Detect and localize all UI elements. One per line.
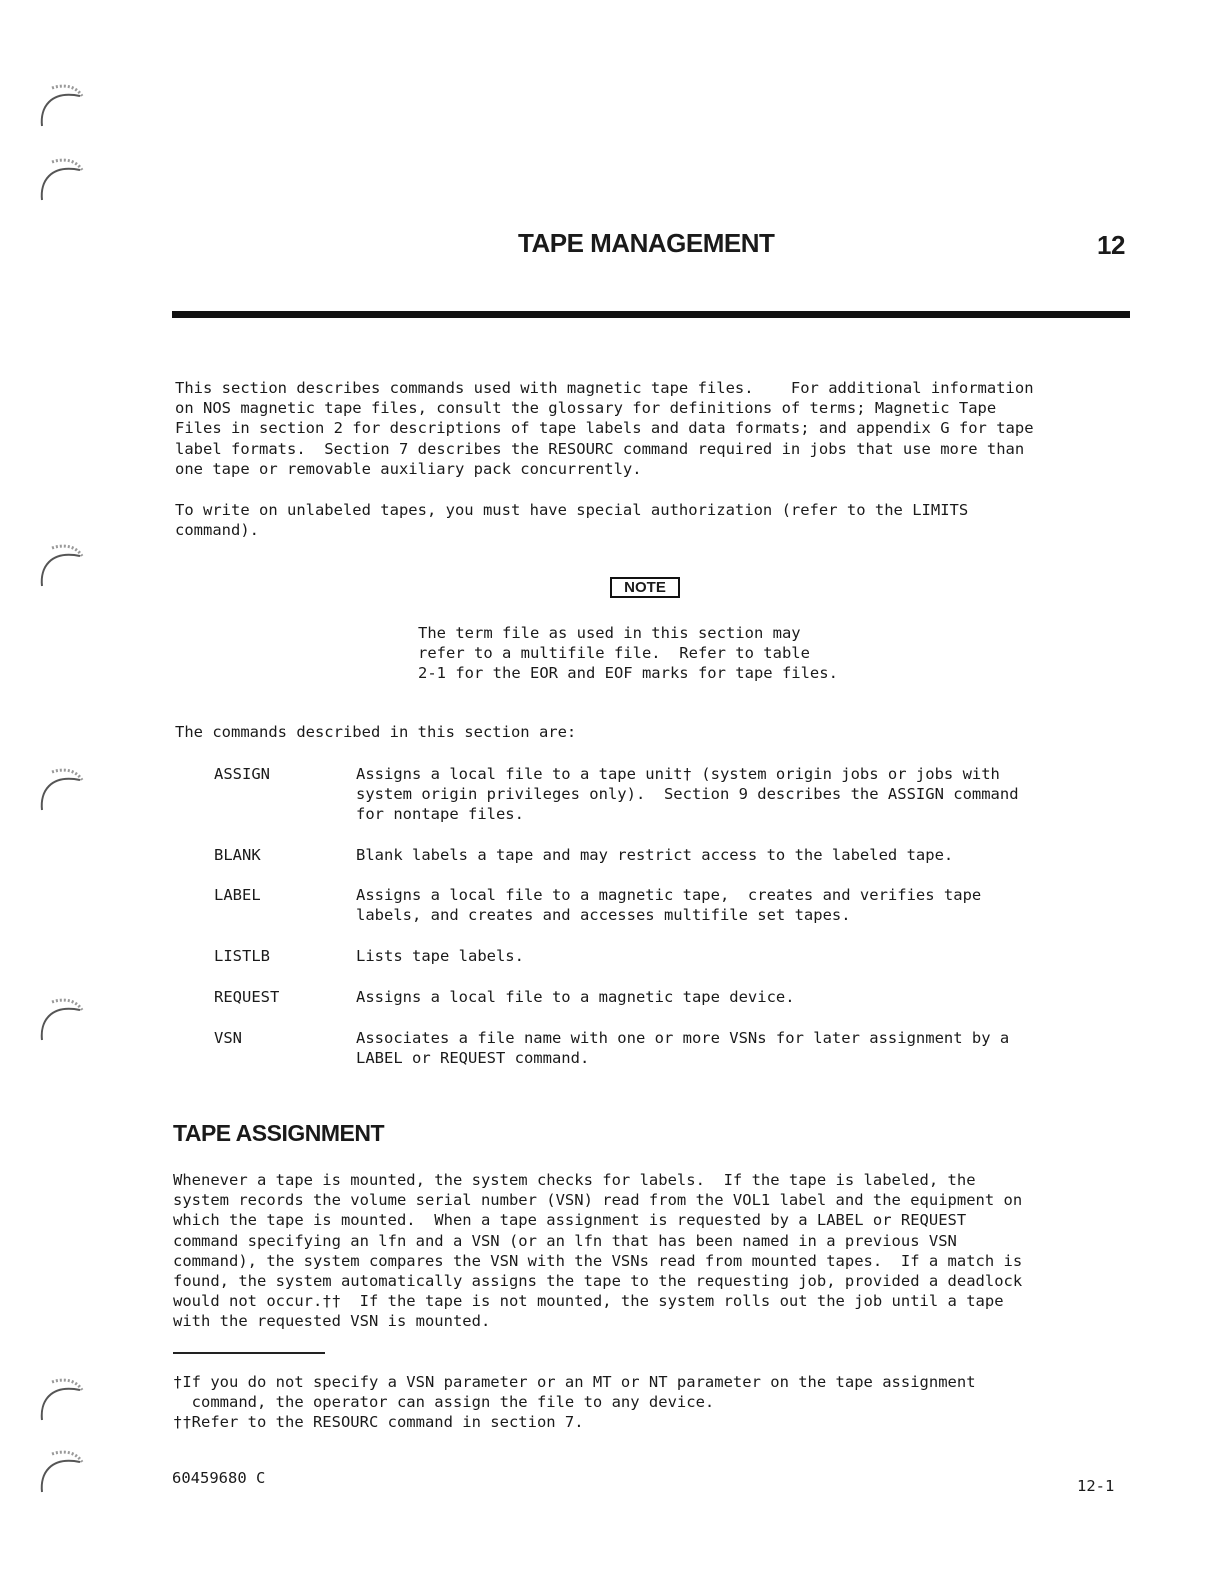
command-description bbox=[356, 946, 1116, 966]
chapter-number: 12 bbox=[1097, 230, 1125, 260]
binder-hole-mark bbox=[32, 78, 92, 128]
text-line: This section describes commands used with magnetic tape files. For additional information bbox=[175, 379, 1034, 397]
title-rule bbox=[172, 311, 1130, 318]
intro-paragraph bbox=[175, 378, 1135, 479]
text-line: which the tape is mounted. When a tape assignment is requested by a LABEL or REQUEST bbox=[173, 1211, 967, 1230]
text-line: command), the system compares the VSN with the VSNs read from mounted tapes. If a match is bbox=[173, 1251, 1023, 1270]
footnote-line: command, the operator can assign the file to any device. bbox=[173, 1393, 715, 1412]
text-line: found, the system automatically assigns the tape to the requesting job, provided a deadlock bbox=[173, 1272, 1023, 1291]
text-line: command specifying an lfn and a VSN (or an lfn that has been named in a previous VSN bbox=[173, 1231, 957, 1250]
command-name: LISTLB bbox=[214, 947, 270, 965]
text-line: Associates a file name with one or more VSNs for later assignment by a bbox=[356, 1029, 1010, 1047]
command-name: LABEL bbox=[214, 886, 261, 904]
tape-assignment-paragraph bbox=[173, 1170, 1133, 1332]
text-line: Files in section 2 for descriptions of tape labels and data formats; and appendix G for tape bbox=[175, 419, 1034, 438]
text-line: one tape or removable auxiliary pack concurrently. bbox=[175, 459, 642, 478]
text-line: label formats. Section 7 describes the RESOURC command required in jobs that use more than bbox=[175, 439, 1025, 458]
text-line: Blank labels a tape and may restrict access to the labeled tape. bbox=[356, 846, 954, 864]
page-number: 12-1 bbox=[1077, 1477, 1115, 1495]
text-line: To write on unlabeled tapes, you must have special authorization (refer to the LIMITS bbox=[175, 501, 969, 519]
text-line: system records the volume serial number (VSN) read from the VOL1 label and the equipment on bbox=[173, 1191, 1023, 1210]
chapter-title: TAPE MANAGEMENT bbox=[518, 228, 775, 258]
text-line: on NOS magnetic tape files, consult the glossary for definitions of terms; Magnetic Tape bbox=[175, 399, 997, 418]
footnotes bbox=[173, 1372, 1133, 1433]
text-line: Lists tape labels. bbox=[356, 947, 524, 965]
authorization-paragraph bbox=[175, 500, 1135, 540]
footnote-rule bbox=[173, 1352, 325, 1354]
command-description bbox=[356, 885, 1116, 925]
command-description bbox=[356, 764, 1116, 825]
text-line: with the requested VSN is mounted. bbox=[173, 1312, 491, 1331]
binder-hole-mark bbox=[32, 538, 92, 588]
document-number: 60459680 C bbox=[172, 1469, 266, 1487]
binder-hole-mark bbox=[32, 1372, 92, 1422]
text-line: 2-1 for the EOR and EOF marks for tape files. bbox=[418, 664, 838, 683]
text-line: would not occur.†† If the tape is not mounted, the system rolls out the job until a tape bbox=[173, 1292, 1004, 1311]
text-line: refer to a multifile file. Refer to table bbox=[418, 644, 810, 663]
note-label: NOTE bbox=[610, 577, 680, 598]
command-name: VSN bbox=[214, 1029, 242, 1047]
text-line: for nontape files. bbox=[356, 805, 524, 824]
command-description bbox=[356, 987, 1116, 1007]
command-description bbox=[356, 845, 1116, 865]
footnote-line: ††Refer to the RESOURC command in section 7. bbox=[173, 1413, 584, 1432]
binder-hole-mark bbox=[32, 1444, 92, 1494]
command-description bbox=[356, 1028, 1116, 1068]
text-line: system origin privileges only). Section 9 describes the ASSIGN command bbox=[356, 785, 1019, 804]
footnote-line: †If you do not specify a VSN parameter or an MT or NT parameter on the tape assignment bbox=[173, 1373, 976, 1391]
text-line: Assigns a local file to a magnetic tape, creates and verifies tape bbox=[356, 886, 982, 904]
text-line: LABEL or REQUEST command. bbox=[356, 1049, 590, 1068]
commands-intro: The commands described in this section are: bbox=[175, 723, 577, 741]
text-line: The term file as used in this section may bbox=[418, 624, 801, 642]
command-name: BLANK bbox=[214, 846, 261, 864]
text-line: Assigns a local file to a magnetic tape device. bbox=[356, 988, 795, 1006]
binder-hole-mark bbox=[32, 992, 92, 1042]
binder-hole-mark bbox=[32, 152, 92, 202]
command-name: REQUEST bbox=[214, 988, 280, 1006]
text-line: Whenever a tape is mounted, the system checks for labels. If the tape is labeled, the bbox=[173, 1171, 976, 1189]
note-text bbox=[418, 623, 1018, 684]
text-line: command). bbox=[175, 521, 259, 540]
command-name: ASSIGN bbox=[214, 765, 270, 783]
section-heading: TAPE ASSIGNMENT bbox=[173, 1120, 385, 1146]
binder-hole-mark bbox=[32, 762, 92, 812]
text-line: Assigns a local file to a tape unit† (system origin jobs or jobs with bbox=[356, 765, 1000, 783]
text-line: labels, and creates and accesses multifile set tapes. bbox=[356, 906, 851, 925]
